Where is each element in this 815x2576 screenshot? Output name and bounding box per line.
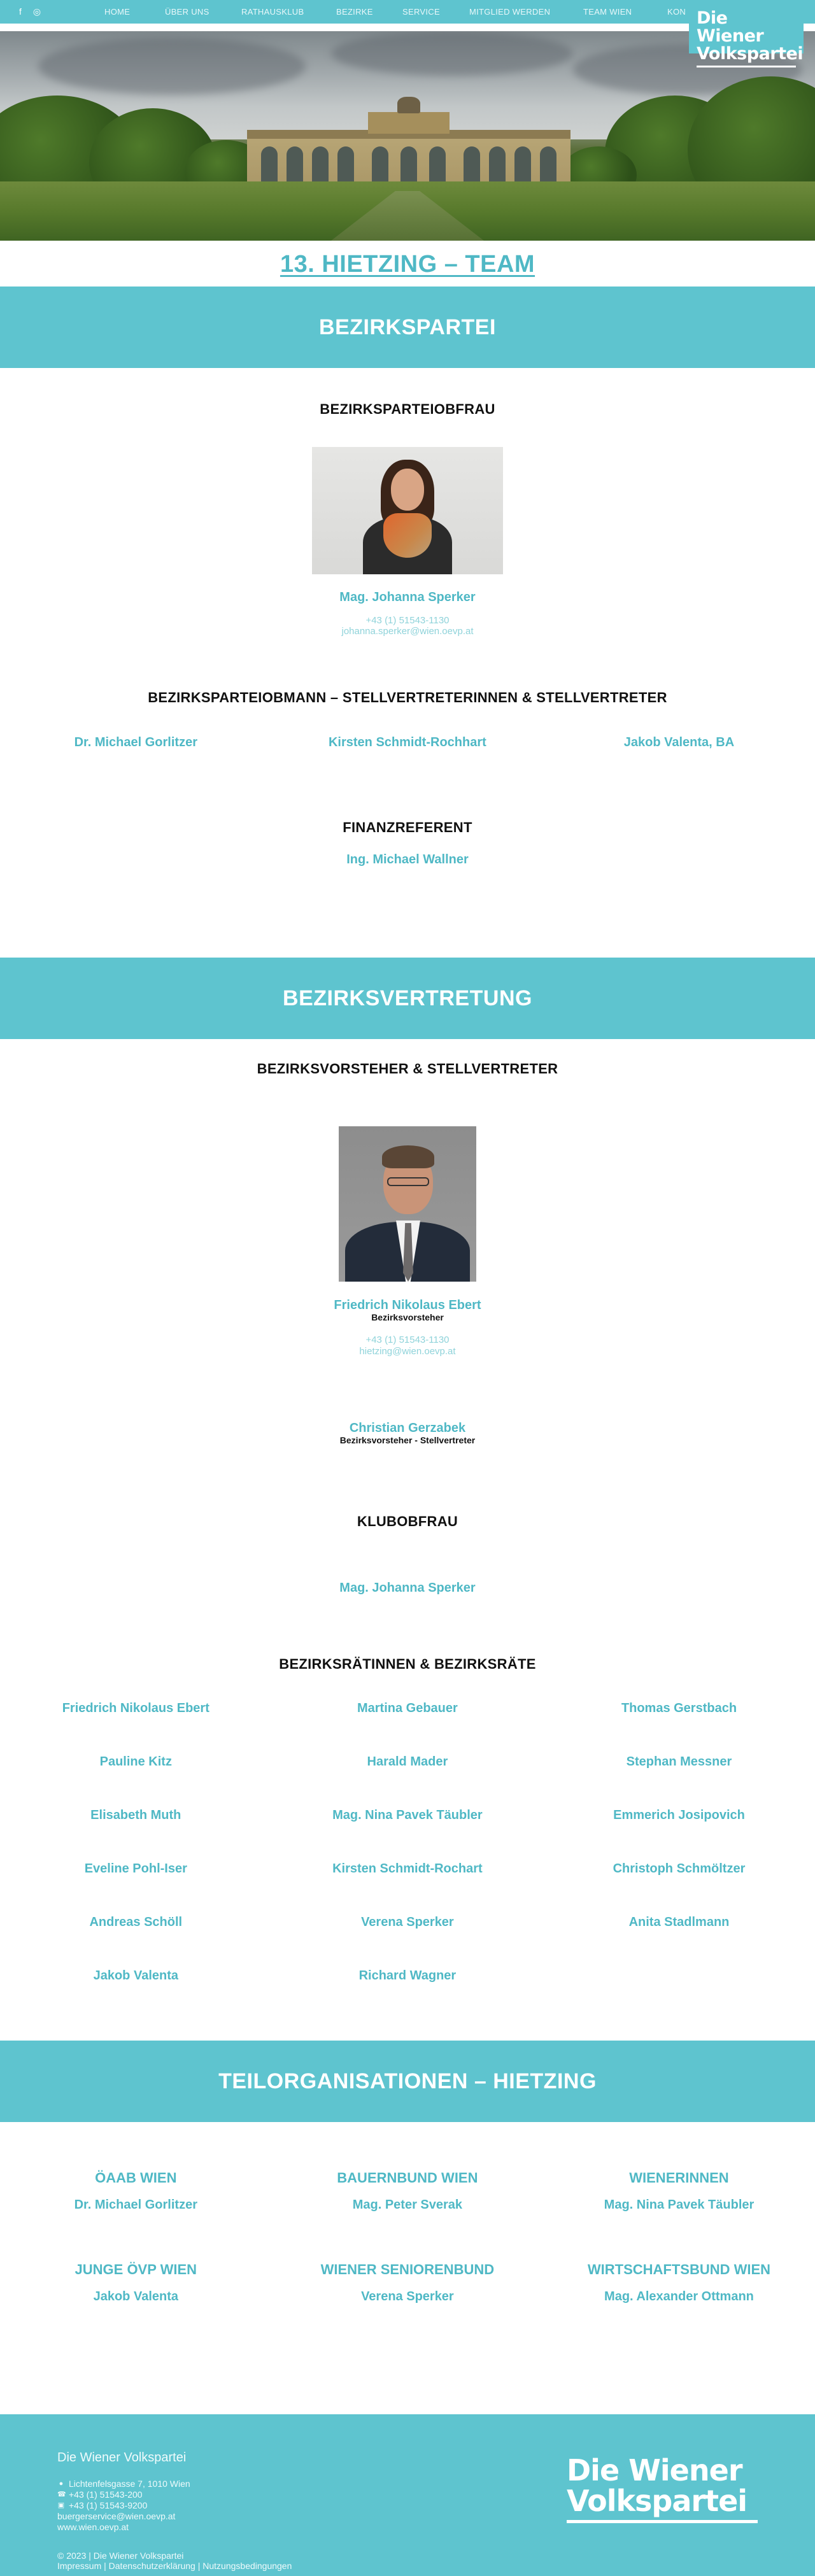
vorsteher-heading: BEZIRKSVORSTEHER & STELLVERTRETER (257, 1061, 558, 1077)
vorsteher-phone[interactable]: +43 (1) 51543-1130 (365, 1334, 450, 1345)
cloud (331, 31, 573, 76)
raete-row (0, 1808, 815, 1823)
raete-row (0, 1862, 815, 1876)
org-name: WIENERINNEN (629, 2170, 729, 2186)
page-title: 13. HIETZING – TEAM (280, 251, 535, 278)
footer-contact (57, 2479, 190, 2533)
footer-email-line (57, 2511, 190, 2522)
person-name: Anita Stadlmann (628, 1915, 730, 1929)
person-name (543, 1969, 815, 1983)
footer-logo[interactable] (567, 2455, 758, 2523)
fax-icon: ▣ (57, 2502, 65, 2509)
footer-logo-line-2: Volkspartei (567, 2484, 748, 2518)
cloud (38, 38, 306, 95)
logo-line-2: Volkspartei (697, 44, 804, 64)
section-band-bezirkspartei: BEZIRKSPARTEI (0, 287, 815, 368)
logo-underline (697, 66, 796, 67)
person-name: Eveline Pohl-Iser (84, 1862, 187, 1876)
instagram-icon[interactable]: ◎ (32, 6, 41, 17)
stellvertreter-row (0, 735, 815, 750)
person-name: Richard Wagner (358, 1969, 457, 1983)
person-name: Kirsten Schmidt-Rochart (332, 1862, 483, 1876)
vorsteher-role: Bezirksvorsteher (371, 1312, 444, 1322)
person-name: Jakob Valenta, BA (623, 735, 735, 749)
phone-icon: ☎ (57, 2491, 66, 2498)
nav-item-mitglied-werden[interactable]: MITGLIED WERDEN (469, 7, 551, 17)
org-cell (543, 2261, 815, 2304)
footer-legal (57, 2551, 292, 2571)
footer-fax-line (57, 2500, 190, 2511)
gloriette-center (368, 112, 450, 134)
bezirksvertretung-section (0, 958, 815, 1039)
person-name: Dr. Michael Gorlitzer (74, 735, 197, 749)
org-lead: Dr. Michael Gorlitzer (74, 2198, 197, 2212)
footer-copyright: © 2023 | Die Wiener Volkspartei (57, 2551, 184, 2561)
finanz-name: Ing. Michael Wallner (346, 853, 469, 867)
footer-phone[interactable]: +43 (1) 51543-200 (69, 2489, 143, 2500)
person-name: Thomas Gerstbach (621, 1701, 737, 1715)
raete-row (0, 1755, 815, 1769)
footer-phone-line (57, 2489, 190, 2500)
portrait-hair (382, 1145, 434, 1168)
org-cell (272, 2261, 544, 2304)
org-lead: Mag. Peter Sverak (352, 2198, 463, 2212)
footer-web[interactable]: www.wien.oevp.at (57, 2522, 129, 2532)
nav-item-service[interactable]: SERVICE (402, 7, 440, 17)
person-name: Pauline Kitz (99, 1755, 172, 1769)
portrait-friedrich-ebert (339, 1126, 476, 1282)
person-name: Verena Sperker (361, 1915, 454, 1929)
org-name: ÖAAB WIEN (95, 2170, 177, 2186)
org-lead: Mag. Alexander Ottmann (604, 2289, 754, 2304)
footer-links: Impressum | Datenschutzerklärung | Nutzungsbedingungen (57, 2561, 292, 2571)
footer-web-line (57, 2522, 190, 2533)
finanz-heading: FINANZREFERENT (343, 819, 472, 835)
stellvertreter-heading: BEZIRKSPARTEIOBMANN – STELLVERTRETERINNEN & STELLVERTRETER (148, 690, 667, 705)
raete-row (0, 1915, 815, 1930)
org-cell (0, 2261, 272, 2304)
obfrau-email[interactable]: johanna.sperker@wien.oevp.at (341, 626, 474, 637)
footer-logo-line-1: Die Wiener (567, 2453, 742, 2488)
portrait-scarf (383, 513, 432, 558)
footer-link-impressum[interactable]: Impressum (57, 2561, 102, 2571)
org-name: BAUERNBUND WIEN (337, 2170, 478, 2186)
obfrau-phone[interactable]: +43 (1) 51543-1130 (365, 615, 450, 626)
logo[interactable] (689, 3, 804, 64)
footer-address-line (57, 2479, 190, 2489)
portrait-glasses (387, 1177, 429, 1186)
person-name: Harald Mader (367, 1755, 448, 1769)
obfrau-heading: BEZIRKSPARTEIOBFRAU (320, 401, 495, 417)
person-name: Friedrich Nikolaus Ebert (62, 1701, 209, 1715)
footer-fax: +43 (1) 51543-9200 (69, 2500, 148, 2510)
nav-item-ueber-uns[interactable]: ÜBER UNS (165, 7, 209, 17)
person-name: Andreas Schöll (89, 1915, 183, 1929)
logo-line-1: Die Wiener (697, 8, 764, 46)
person-name: Martina Gebauer (357, 1701, 458, 1715)
raete-row (0, 1701, 815, 1716)
org-name: JUNGE ÖVP WIEN (74, 2261, 197, 2277)
klub-name: Mag. Johanna Sperker (339, 1581, 476, 1595)
footer (0, 2414, 815, 2576)
person-name: Christoph Schmöltzer (613, 1862, 746, 1876)
stellvertreter-role: Bezirksvorsteher - Stellvertreter (339, 1435, 476, 1445)
nav-item-home[interactable]: HOME (104, 7, 131, 17)
stellvertreter-name: Christian Gerzabek (349, 1421, 466, 1435)
footer-title: Die Wiener Volkspartei (57, 2451, 187, 2465)
org-cell (543, 2170, 815, 2212)
person-name: Stephan Messner (626, 1755, 732, 1769)
person-name: Kirsten Schmidt-Rochhart (328, 735, 486, 749)
facebook-icon[interactable]: f (19, 6, 22, 17)
footer-link-datenschutz[interactable]: Datenschutzerklärung (108, 2561, 195, 2571)
portrait-face (391, 469, 424, 511)
hero-banner (0, 0, 815, 241)
teilorganisationen-section (0, 2041, 815, 2122)
org-name: WIENER SENIORENBUND (320, 2261, 495, 2277)
social-links (19, 6, 41, 17)
org-cell (272, 2170, 544, 2212)
bezirkspartei-section (0, 287, 815, 368)
vorsteher-email[interactable]: hietzing@wien.oevp.at (359, 1346, 456, 1357)
footer-logo-underline (567, 2520, 758, 2523)
vorsteher-photo-wrap (0, 1126, 815, 1282)
page-title-wrap (0, 251, 815, 279)
footer-email[interactable]: buergerservice@wien.oevp.at (57, 2511, 176, 2521)
org-lead: Jakob Valenta (93, 2289, 178, 2304)
nav-item-kontakt[interactable]: KON (667, 7, 686, 17)
org-row (0, 2261, 815, 2304)
footer-link-nutzungsbedingungen[interactable]: Nutzungsbedingungen (202, 2561, 292, 2571)
org-lead: Mag. Nina Pavek Täubler (604, 2198, 755, 2212)
raete-heading: BEZIRKSRÄTINNEN & BEZIRKSRÄTE (279, 1656, 536, 1672)
person-name: Jakob Valenta (93, 1969, 178, 1983)
person-name: Elisabeth Muth (90, 1808, 181, 1822)
portrait-johanna-sperker (312, 447, 503, 574)
vorsteher-name: Friedrich Nikolaus Ebert (334, 1298, 481, 1312)
person-name: Mag. Nina Pavek Täubler (332, 1808, 483, 1822)
gloriette-eagle (397, 97, 420, 113)
person-name: Emmerich Josipovich (613, 1808, 745, 1822)
footer-address: Lichtenfelsgasse 7, 1010 Wien (69, 2479, 190, 2489)
org-cell (0, 2170, 272, 2212)
section-band-teilorganisationen: TEILORGANISATIONEN – HIETZING (0, 2041, 815, 2122)
map-pin-icon: ● (59, 2480, 64, 2488)
obfrau-name: Mag. Johanna Sperker (339, 590, 476, 604)
raete-row (0, 1969, 815, 1983)
org-lead: Verena Sperker (361, 2289, 454, 2304)
section-band-bezirksvertretung: BEZIRKSVERTRETUNG (0, 958, 815, 1039)
org-row (0, 2170, 815, 2212)
nav-item-team-wien[interactable]: TEAM WIEN (583, 7, 632, 17)
nav-item-bezirke[interactable]: BEZIRKE (336, 7, 373, 17)
obfrau-photo-wrap (0, 447, 815, 574)
org-name: WIRTSCHAFTSBUND WIEN (587, 2261, 771, 2277)
klub-heading: KLUBOBFRAU (357, 1513, 458, 1529)
nav-item-rathausklub[interactable]: RATHAUSKLUB (241, 7, 304, 17)
